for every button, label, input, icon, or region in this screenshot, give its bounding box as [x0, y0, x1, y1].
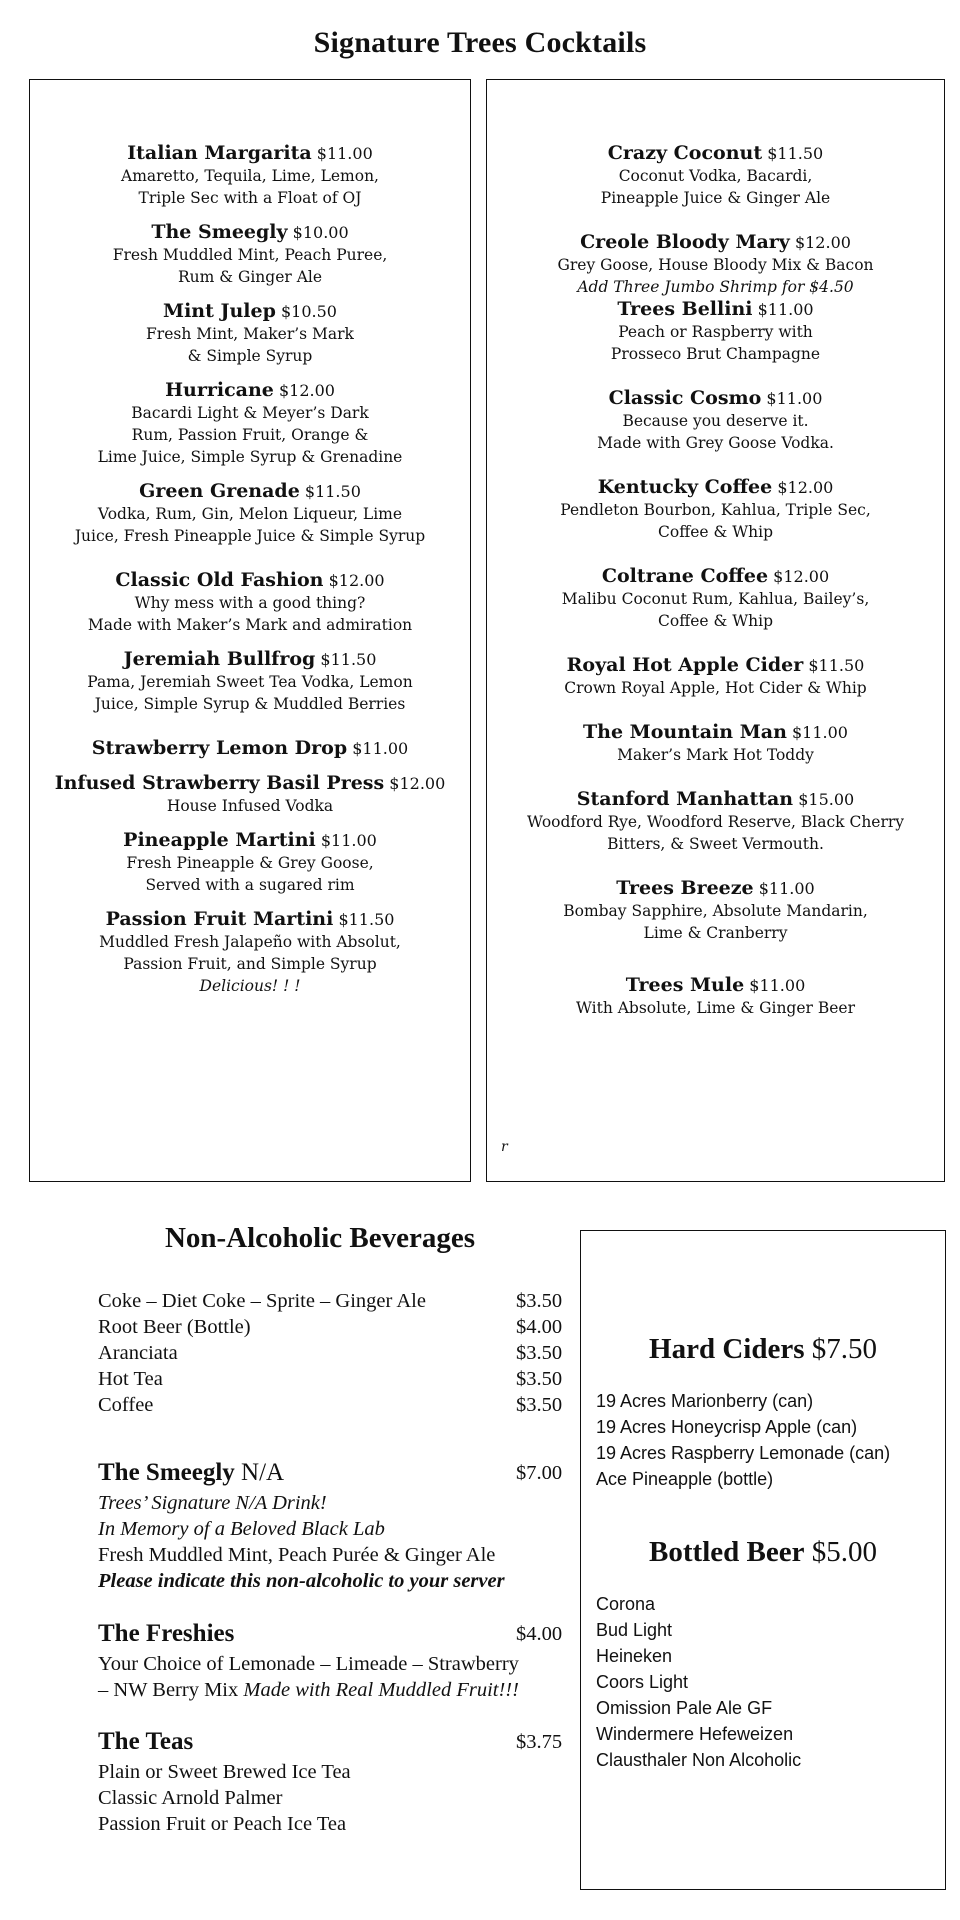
cocktail-name: Classic Cosmo [608, 387, 762, 409]
cocktail-description: Bitters, & Sweet Vermouth. [607, 835, 824, 853]
na-drink-name: Hot Tea [98, 1368, 163, 1390]
cocktail-name: Trees Mule [625, 974, 745, 996]
cocktail-price: $11.00 [758, 879, 815, 898]
cocktail-header [487, 788, 944, 811]
na-drink-name: Coke – Diet Coke – Sprite – Ginger Ale [98, 1290, 426, 1312]
bottled-beer-heading: Bottled Beer $5.00 [649, 1536, 877, 1568]
na-drink-price: $3.50 [516, 1394, 563, 1416]
cocktail-name: Coltrane Coffee [601, 565, 769, 587]
cocktail-header [487, 877, 944, 900]
cocktail-header [30, 648, 470, 671]
right-cocktail [487, 476, 944, 543]
na-drink-name: Root Beer (Bottle) [98, 1316, 251, 1338]
na-drink-row [98, 1392, 568, 1418]
cocktail-price: $15.00 [798, 790, 855, 809]
cocktail-description: Passion Fruit, and Simple Syrup [123, 955, 377, 973]
cocktail-header [30, 737, 470, 760]
cocktail-name: Kentucky Coffee [597, 476, 773, 498]
beer-item: Windermere Hefeweizen [596, 1724, 794, 1744]
cocktail-description: Lime Juice, Simple Syrup & Grenadine [97, 448, 403, 466]
cocktail-price: $11.00 [766, 389, 823, 408]
cocktail-description: Rum, Passion Fruit, Orange & [131, 426, 369, 444]
right-cocktail [487, 142, 944, 209]
cocktail-name: Passion Fruit Martini [105, 908, 334, 930]
cocktail-name: Mint Julep [163, 300, 276, 322]
menu-title: Signature Trees Cocktails [313, 26, 647, 59]
tea-option: Classic Arnold Palmer [98, 1787, 283, 1809]
left-cocktail [30, 480, 470, 547]
cocktail-description: Bacardi Light & Meyer’s Dark [131, 404, 369, 422]
freshies-description: Your Choice of Lemonade – Limeade – Strawberry [98, 1653, 519, 1675]
cocktail-name: Crazy Coconut [607, 142, 763, 164]
right-cocktail-panel [486, 79, 945, 1182]
right-cocktail [487, 387, 944, 454]
smeegly-na-memorial: In Memory of a Beloved Black Lab [98, 1518, 385, 1540]
na-drink-price: $4.00 [516, 1316, 563, 1338]
cocktail-price: $11.00 [757, 300, 814, 319]
cocktail-name: Pineapple Martini [123, 829, 316, 851]
smeegly-na-tagline: Trees’ Signature N/A Drink! [98, 1492, 327, 1514]
left-cocktail [30, 908, 470, 997]
cocktail-description: Amaretto, Tequila, Lime, Lemon, [121, 167, 379, 185]
cocktail-header [30, 480, 470, 503]
cocktail-name: Creole Bloody Mary [580, 231, 790, 253]
cocktail-price: $12.00 [328, 571, 385, 590]
cocktail-name: The Smeegly [151, 221, 288, 243]
cider-item: 19 Acres Honeycrisp Apple (can) [596, 1417, 858, 1437]
cocktail-description: Made with Grey Goose Vodka. [597, 434, 834, 452]
na-drink-price: $3.50 [516, 1368, 563, 1390]
beer-item: Heineken [596, 1646, 673, 1666]
cocktail-header [30, 300, 470, 323]
left-cocktail-list [30, 142, 470, 997]
cocktail-header [30, 772, 470, 795]
cocktail-description: With Absolute, Lime & Ginger Beer [575, 999, 856, 1017]
cocktail-name: Italian Margarita [127, 142, 312, 164]
left-cocktail [30, 379, 470, 468]
bottled-beer-list [596, 1591, 801, 1773]
freshies-section [98, 1621, 568, 1703]
beer-item: Coors Light [596, 1672, 689, 1692]
cocktail-description: Fresh Pineapple & Grey Goose, [126, 854, 374, 872]
cocktail-header [487, 142, 944, 165]
cocktail-description: Served with a sugared rim [145, 876, 355, 894]
cocktail-description: Maker’s Mark Hot Toddy [617, 746, 814, 764]
cocktail-name: Royal Hot Apple Cider [566, 654, 804, 676]
right-cocktail [487, 231, 944, 298]
cocktail-header [487, 387, 944, 410]
beer-item: Omission Pale Ale GF [596, 1698, 773, 1718]
cocktail-price: $11.00 [352, 739, 409, 758]
smeegly-na-section [98, 1460, 568, 1594]
cocktail-header [30, 829, 470, 852]
cocktail-header [30, 142, 470, 165]
na-drink-row [98, 1340, 568, 1366]
cocktail-description: Prosseco Brut Champagne [610, 345, 821, 363]
cocktail-name: Strawberry Lemon Drop [91, 737, 348, 759]
left-cocktail [30, 300, 470, 367]
teas-section [98, 1729, 568, 1837]
left-cocktail [30, 569, 470, 636]
cocktail-price: $10.00 [292, 223, 349, 242]
right-cocktail-list [487, 142, 944, 1019]
cocktail-price: $11.50 [320, 650, 377, 669]
cocktail-header [487, 974, 944, 997]
cocktail-price: $11.50 [767, 144, 824, 163]
beer-item: Bud Light [596, 1620, 673, 1640]
cocktail-note: Add Three Jumbo Shrimp for $4.50 [577, 278, 854, 296]
smeegly-na-price: $7.00 [516, 1462, 563, 1484]
cocktail-price: $11.00 [316, 144, 373, 163]
freshies-name: The Freshies [98, 1620, 235, 1647]
tea-option: Plain or Sweet Brewed Ice Tea [98, 1761, 351, 1783]
freshies-price: $4.00 [516, 1623, 563, 1645]
cocktail-name: Jeremiah Bullfrog [123, 648, 316, 670]
na-drink-row [98, 1288, 568, 1314]
na-drink-name: Coffee [98, 1394, 154, 1416]
cocktail-description: Woodford Rye, Woodford Reserve, Black Cherry [526, 813, 905, 831]
cocktail-description: Coconut Vodka, Bacardi, [618, 167, 813, 185]
left-cocktail [30, 142, 470, 209]
smeegly-na-server-note: Please indicate this non-alcoholic to your server [98, 1570, 505, 1592]
cocktail-price: $11.00 [792, 723, 848, 742]
cocktail-price: $12.00 [773, 567, 830, 586]
cocktail-name: Trees Breeze [616, 877, 754, 899]
cocktail-header [30, 221, 470, 244]
left-cocktail [30, 829, 470, 896]
cocktail-price: $10.50 [280, 302, 337, 321]
cocktail-description: Vodka, Rum, Gin, Melon Liqueur, Lime [97, 505, 403, 523]
cocktail-price: $12.00 [389, 774, 446, 793]
cocktail-header [487, 654, 944, 677]
right-cocktail [487, 565, 944, 632]
smeegly-na-name: The Smeegly N/A [98, 1459, 285, 1486]
na-drink-row [98, 1314, 568, 1340]
right-cocktail [487, 654, 944, 699]
cocktail-description: Rum & Ginger Ale [177, 268, 323, 286]
non-alcoholic-title: Non-Alcoholic Beverages [164, 1222, 476, 1254]
cocktail-description: Pendleton Bourbon, Kahlua, Triple Sec, [560, 501, 871, 519]
cocktail-description: Coffee & Whip [658, 612, 773, 630]
ciders-beer-panel [580, 1230, 946, 1890]
right-cocktail [487, 298, 944, 365]
cocktail-description: Crown Royal Apple, Hot Cider & Whip [564, 679, 867, 697]
beer-item: Corona [596, 1594, 656, 1614]
right-cocktail [487, 788, 944, 855]
cocktail-name: Trees Bellini [617, 298, 753, 320]
na-drink-price: $3.50 [516, 1342, 563, 1364]
right-cocktail [487, 877, 944, 944]
left-cocktail [30, 648, 470, 715]
na-drink-price: $3.50 [516, 1290, 563, 1312]
right-cocktail [487, 974, 944, 1019]
simple-drinks-list [98, 1288, 568, 1418]
left-cocktail-panel [29, 79, 471, 1182]
teas-name: The Teas [98, 1728, 194, 1755]
cocktail-note: Delicious! ! ! [199, 977, 301, 995]
cocktail-description: Coffee & Whip [658, 523, 773, 541]
cocktail-header [30, 379, 470, 402]
cocktail-description: & Simple Syrup [187, 347, 313, 365]
right-cocktail [487, 721, 944, 766]
cocktail-description: Juice, Fresh Pineapple Juice & Simple Syrup [74, 527, 426, 545]
cocktail-name: The Mountain Man [583, 721, 787, 743]
freshies-description-2: – NW Berry Mix Made with Real Muddled Fruit!!! [98, 1679, 519, 1701]
hard-ciders-heading: Hard Ciders $7.50 [649, 1333, 877, 1365]
cocktail-price: $11.00 [749, 976, 806, 995]
cocktail-description: Pama, Jeremiah Sweet Tea Vodka, Lemon [87, 673, 413, 691]
cocktail-name: Classic Old Fashion [115, 569, 324, 591]
smeegly-na-description: Fresh Muddled Mint, Peach Purée & Ginger Ale [98, 1544, 496, 1566]
teas-price: $3.75 [516, 1731, 563, 1753]
cider-item: 19 Acres Marionberry (can) [596, 1391, 814, 1411]
cocktail-header [487, 476, 944, 499]
hard-ciders-list [596, 1388, 890, 1492]
stray-mark: r [501, 1139, 508, 1155]
cocktail-header [487, 565, 944, 588]
cocktail-header [30, 569, 470, 592]
cocktail-description: Fresh Muddled Mint, Peach Puree, [112, 246, 388, 264]
cocktail-description: Pineapple Juice & Ginger Ale [600, 189, 831, 207]
na-drink-row [98, 1366, 568, 1392]
beer-item: Clausthaler Non Alcoholic [596, 1750, 802, 1770]
cocktail-description: Made with Maker’s Mark and admiration [87, 616, 413, 634]
cocktail-price: $11.00 [320, 831, 377, 850]
cocktail-description: Muddled Fresh Jalapeño with Absolut, [99, 933, 401, 951]
cocktail-description: Because you deserve it. [622, 412, 809, 430]
cocktail-header [487, 721, 944, 744]
cocktail-price: $11.50 [304, 482, 361, 501]
cocktail-name: Green Grenade [139, 480, 300, 502]
cocktail-price: $12.00 [777, 478, 834, 497]
cocktail-price: $12.00 [278, 381, 335, 400]
cocktail-description: Lime & Cranberry [643, 924, 788, 942]
cocktail-price: $11.50 [338, 910, 395, 929]
cocktail-description: Grey Goose, House Bloody Mix & Bacon [557, 256, 874, 274]
cocktail-description: Juice, Simple Syrup & Muddled Berries [94, 695, 406, 713]
na-drink-name: Aranciata [98, 1342, 178, 1364]
cocktail-description: Triple Sec with a Float of OJ [138, 189, 362, 207]
cider-item: Ace Pineapple (bottle) [596, 1469, 774, 1489]
cocktail-description: Malibu Coconut Rum, Kahlua, Bailey’s, [561, 590, 870, 608]
left-cocktail [30, 221, 470, 288]
left-cocktail [30, 737, 470, 760]
cocktail-name: Infused Strawberry Basil Press [54, 772, 385, 794]
cocktail-description: Why mess with a good thing? [134, 594, 366, 612]
tea-option: Passion Fruit or Peach Ice Tea [98, 1813, 347, 1835]
cocktail-name: Hurricane [165, 379, 274, 401]
cocktail-header [487, 231, 944, 254]
cider-item: 19 Acres Raspberry Lemonade (can) [596, 1443, 891, 1463]
cocktail-header [487, 298, 944, 321]
cocktail-description: Fresh Mint, Maker’s Mark [146, 325, 354, 343]
cocktail-price: $11.50 [808, 656, 865, 675]
cocktail-description: Peach or Raspberry with [618, 323, 813, 341]
left-cocktail [30, 772, 470, 817]
cocktail-name: Stanford Manhattan [576, 788, 794, 810]
cocktail-description: Bombay Sapphire, Absolute Mandarin, [563, 902, 868, 920]
cocktail-price: $12.00 [794, 233, 851, 252]
cocktail-header [30, 908, 470, 931]
cocktail-description: House Infused Vodka [166, 797, 334, 815]
